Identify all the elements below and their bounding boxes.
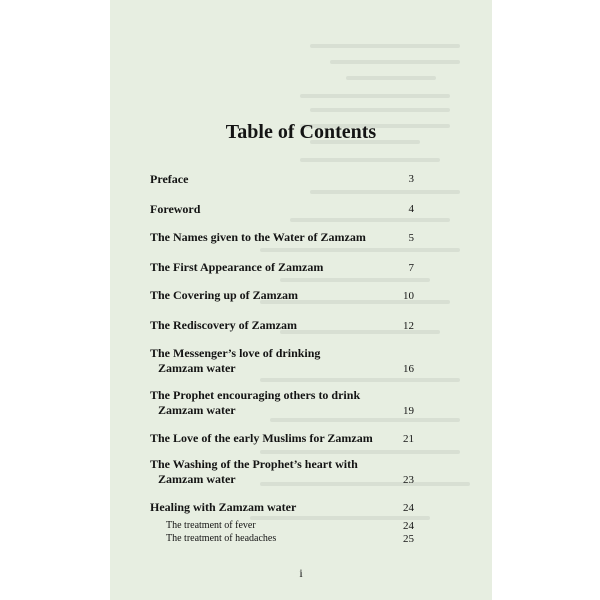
toc-entry-page: 3 — [408, 173, 414, 185]
toc-subentry-fever — [166, 520, 414, 532]
toc-entry-label: The Love of the early Muslims for Zamzam — [150, 431, 373, 445]
toc-entry-label-continued: Zamzam water — [158, 361, 236, 375]
toc-entry-first-appearance — [150, 260, 414, 275]
toc-entry-names — [150, 230, 414, 245]
book-page — [110, 0, 492, 600]
toc-entry-label: The Names given to the Water of Zamzam — [150, 230, 366, 244]
toc-entry-covering-up — [150, 288, 414, 303]
toc-entry-rediscovery — [150, 318, 414, 333]
toc-entry-label: The Messenger’s love of drinking — [150, 346, 321, 360]
toc-entry-foreword — [150, 202, 414, 217]
toc-subentry-page: 24 — [403, 520, 414, 532]
toc-entry-label: The Prophet encouraging others to drink — [150, 388, 361, 402]
toc-entry-label: The Rediscovery of Zamzam — [150, 318, 297, 332]
toc-entry-page: 19 — [403, 405, 414, 417]
toc-entry-prophet-encouraging — [150, 388, 414, 418]
toc-entry-page: 21 — [403, 433, 414, 445]
toc-entry-label: Healing with Zamzam water — [150, 500, 297, 514]
toc-subentry-headaches — [166, 533, 414, 545]
toc-entry-healing — [150, 500, 414, 515]
toc-entry-label: The Washing of the Prophet’s heart with — [150, 457, 358, 471]
toc-entry-page: 10 — [403, 290, 414, 302]
toc-entry-label: The Covering up of Zamzam — [150, 288, 298, 302]
toc-entry-washing-heart — [150, 457, 414, 487]
toc-entry-messengers-love — [150, 346, 414, 376]
toc-entry-page: 7 — [408, 262, 414, 274]
toc-entry-page: 16 — [403, 363, 414, 375]
toc-entry-page: 4 — [408, 203, 414, 215]
toc-entry-page: 12 — [403, 320, 414, 332]
toc-entry-preface — [150, 172, 414, 187]
page-number: i — [299, 566, 303, 580]
toc-entry-label-continued: Zamzam water — [158, 472, 236, 486]
toc-entry-page: 24 — [403, 502, 414, 514]
toc-subentry-label: The treatment of fever — [166, 520, 256, 531]
toc-entry-label: Foreword — [150, 202, 201, 216]
toc-entry-label: Preface — [150, 172, 189, 186]
toc-entry-page: 5 — [408, 232, 414, 244]
toc-entry-early-muslims — [150, 431, 414, 446]
toc-subentry-label: The treatment of headaches — [166, 533, 277, 544]
toc-entry-label: The First Appearance of Zamzam — [150, 260, 324, 274]
page-title: Table of Contents — [225, 121, 377, 143]
toc-subentry-page: 25 — [403, 533, 414, 545]
toc-entry-label-continued: Zamzam water — [158, 403, 236, 417]
toc-entry-page: 23 — [403, 474, 414, 486]
